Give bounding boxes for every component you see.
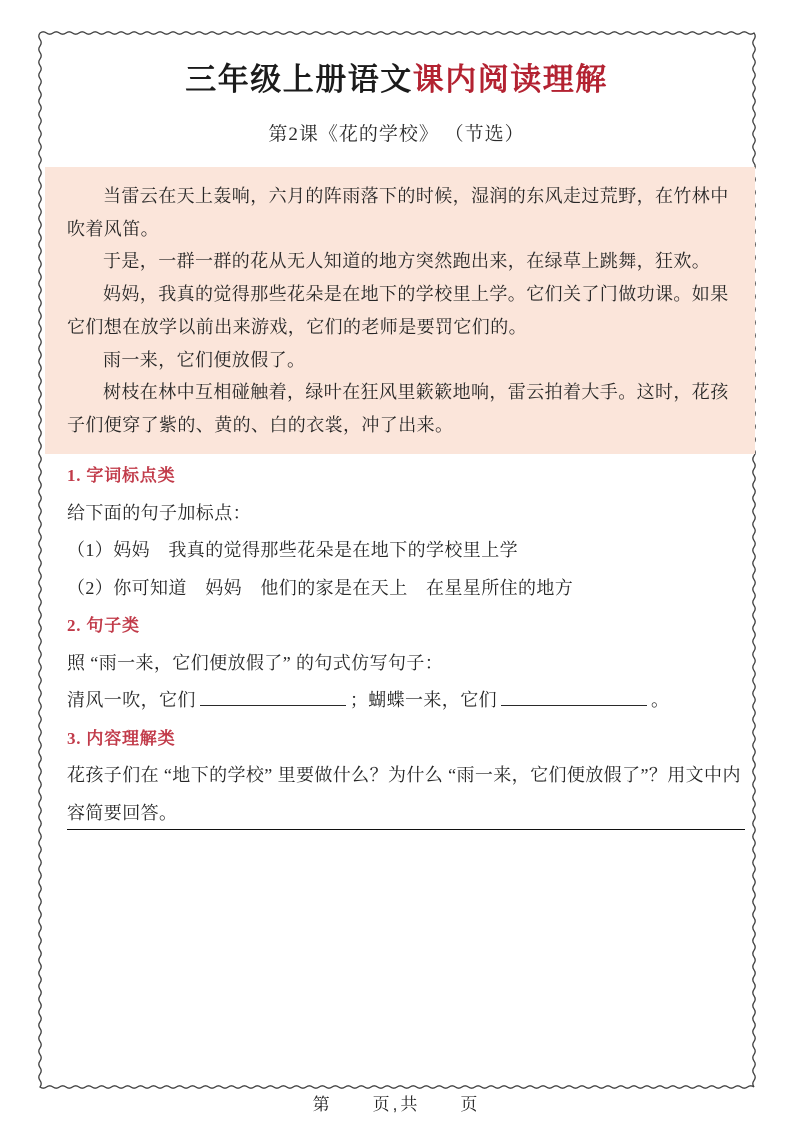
fill-in-sentence bbox=[67, 682, 747, 720]
section1-item-1: （1）妈妈 我真的觉得那些花朵是在地下的学校里上学 bbox=[67, 540, 518, 560]
fill-prefix: 清风一吹，它们 bbox=[67, 690, 196, 710]
passage-paragraph: 妈妈，我真的觉得那些花朵是在地下的学校里上学。它们关了门做功课。如果它们想在放学以前出来游戏，它们的老师是要罚它们的。 bbox=[67, 284, 729, 337]
page-number-footer: 第 页,共 页 bbox=[312, 1095, 481, 1114]
passage-paragraph: 当雷云在天上轰响，六月的阵雨落下的时候，湿润的东风走过荒野，在竹林中吹着风笛。 bbox=[67, 186, 729, 239]
passage-paragraph: 雨一来，它们便放假了。 bbox=[103, 349, 306, 370]
answer-writing-line bbox=[67, 829, 745, 830]
lesson-subtitle: 第2课《花的学校》 （节选） bbox=[268, 124, 525, 145]
section2-intro: 照 “雨一来，它们便放假了” 的句式仿写句子： bbox=[67, 652, 444, 673]
section-heading-words-punctuation: 1. 字词标点类 bbox=[67, 466, 176, 485]
reading-passage bbox=[45, 167, 755, 454]
section3-question: 花孩子们在 “地下的学校” 里要做什么？为什么 “雨一来，它们便放假了”？用文中内容简要回答。 bbox=[67, 765, 741, 823]
page-title-red: 课内阅读理解 bbox=[412, 62, 608, 97]
passage-paragraph: 树枝在林中互相碰触着，绿叶在狂风里簌簌地响，雷云拍着大手。这时，花孩子们便穿了紫的、黄的、白的衣裳，冲了出来。 bbox=[67, 382, 729, 435]
section1-intro: 给下面的句子加标点： bbox=[67, 502, 251, 523]
fill-mid: ；蝴蝶一来，它们 bbox=[349, 690, 498, 710]
blank-line bbox=[200, 690, 346, 706]
questions-area bbox=[67, 457, 747, 832]
blank-line bbox=[501, 690, 647, 706]
section1-item-2: （2）你可知道 妈妈 他们的家是在天上 在星星所住的地方 bbox=[67, 577, 574, 598]
page-title bbox=[0, 54, 793, 99]
section-heading-sentences: 2. 句子类 bbox=[67, 616, 140, 635]
passage-paragraph: 于是，一群一群的花从无人知道的地方突然跑出来，在绿草上跳舞，狂欢。 bbox=[103, 251, 711, 272]
section-heading-comprehension: 3. 内容理解类 bbox=[67, 728, 176, 748]
fill-suffix: 。 bbox=[651, 690, 670, 710]
page-title-black: 三年级上册语文 bbox=[185, 62, 413, 97]
